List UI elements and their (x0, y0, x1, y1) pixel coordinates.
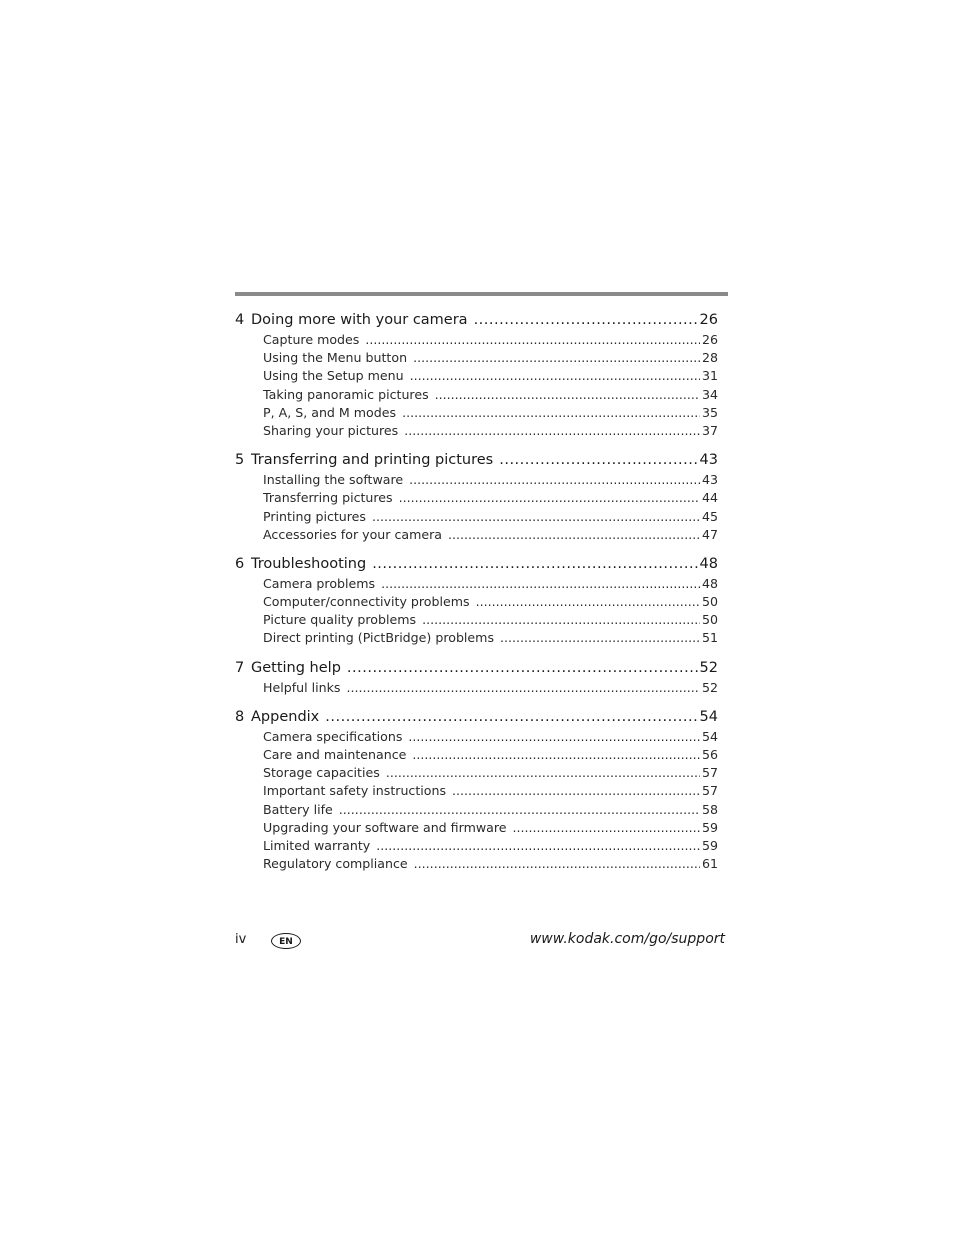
section-title: Printing pictures (263, 508, 366, 524)
section-title: Camera problems (263, 575, 376, 591)
toc-chapter-entry[interactable] (235, 310, 718, 331)
chapter-number: 7 (235, 659, 245, 676)
dot-leader (346, 679, 700, 697)
section-page: 44 (701, 490, 718, 506)
toc-chapter-entry[interactable] (235, 450, 718, 471)
dot-leader (381, 575, 700, 593)
section-title: Helpful links (263, 679, 341, 695)
dot-leader (422, 611, 700, 629)
section-title: Installing the software (263, 472, 404, 488)
chapter-title: Troubleshooting (251, 555, 367, 572)
dot-leader (376, 837, 700, 855)
section-page: 28 (701, 350, 718, 366)
dot-leader (404, 422, 700, 440)
dot-leader (413, 349, 700, 367)
support-url[interactable]: www.kodak.com/go/support (529, 931, 725, 947)
dot-leader (452, 782, 700, 800)
section-page: 59 (701, 837, 718, 853)
section-title: Transferring pictures (263, 490, 393, 506)
section-page: 47 (701, 526, 718, 542)
section-page: 54 (701, 728, 718, 744)
dot-leader (410, 367, 700, 385)
dot-leader (339, 801, 700, 819)
section-title: Picture quality problems (263, 612, 417, 628)
dot-leader (500, 629, 700, 647)
toc-section-entry[interactable] (235, 746, 718, 764)
section-title: Upgrading your software and firmware (263, 819, 507, 835)
chapter-page: 26 (699, 312, 718, 328)
dot-leader (412, 746, 700, 764)
dot-leader (499, 450, 697, 471)
dot-leader (414, 855, 700, 873)
section-page: 59 (701, 819, 718, 835)
section-title: Taking panoramic pictures (263, 386, 429, 402)
section-page: 34 (701, 386, 718, 402)
toc-section-entry[interactable] (235, 679, 718, 697)
section-page: 50 (701, 612, 718, 628)
section-title: Using the Setup menu (263, 368, 404, 384)
dot-leader (365, 331, 700, 349)
dot-leader (399, 489, 700, 507)
toc-section-entry[interactable] (235, 471, 718, 489)
section-title: Regulatory compliance (263, 856, 408, 872)
section-page: 37 (701, 422, 718, 438)
section-title: Important safety instructions (263, 783, 447, 799)
section-title: Direct printing (PictBridge) problems (263, 630, 495, 646)
section-page: 52 (701, 679, 718, 695)
chapter-number: 6 (235, 555, 245, 572)
toc-section-entry[interactable] (235, 629, 718, 647)
toc-section-entry[interactable] (235, 728, 718, 746)
page-number: iv (235, 932, 247, 947)
toc-section-entry[interactable] (235, 855, 718, 873)
chapter-number: 8 (235, 708, 245, 725)
toc-section-entry[interactable] (235, 575, 718, 593)
dot-leader (347, 658, 698, 679)
chapter-page: 43 (699, 452, 718, 469)
dot-leader (408, 728, 700, 746)
section-title: Battery life (263, 801, 333, 817)
chapter-title: Appendix (251, 708, 320, 725)
section-title: Sharing your pictures (263, 422, 399, 438)
section-page: 31 (701, 368, 718, 384)
chapter-number: 5 (235, 452, 245, 469)
page-footer (235, 930, 725, 954)
toc-section-entry[interactable] (235, 764, 718, 782)
table-of-contents (235, 310, 718, 883)
toc-section-entry[interactable] (235, 819, 718, 837)
dot-leader (386, 764, 700, 782)
section-page: 51 (701, 630, 718, 646)
chapter-page: 48 (699, 555, 718, 572)
toc-section-entry[interactable] (235, 801, 718, 819)
section-title: Camera specifications (263, 728, 403, 744)
section-title: Care and maintenance (263, 747, 407, 762)
chapter-title: Getting help (251, 659, 341, 676)
chapter-number: 4 (235, 312, 245, 328)
section-page: 35 (701, 404, 718, 420)
section-page: 56 (701, 747, 718, 762)
toc-section-entry[interactable] (235, 782, 718, 800)
dot-leader (325, 707, 697, 728)
dot-leader (402, 404, 700, 422)
toc-section-entry[interactable] (235, 593, 718, 611)
chapter-page: 54 (699, 708, 718, 725)
section-page: 50 (701, 594, 718, 610)
section-page: 48 (701, 575, 718, 591)
chapter-title: Transferring and printing pictures (251, 452, 494, 469)
language-badge: EN (271, 933, 301, 949)
section-title: Accessories for your camera (263, 526, 442, 542)
toc-section-entry[interactable] (235, 611, 718, 629)
dot-leader (372, 508, 700, 526)
toc-section-entry[interactable] (235, 349, 718, 367)
section-title: Computer/connectivity problems (263, 594, 470, 610)
toc-chapter-entry[interactable] (235, 707, 718, 728)
section-page: 58 (701, 801, 718, 817)
dot-leader (372, 554, 697, 575)
toc-chapter-entry[interactable] (235, 658, 718, 679)
dot-leader (409, 471, 700, 489)
section-page: 43 (701, 472, 718, 488)
section-page: 45 (701, 508, 718, 524)
header-rule (235, 292, 728, 296)
toc-section-entry[interactable] (235, 489, 718, 507)
toc-section-entry[interactable] (235, 386, 718, 404)
toc-chapter (235, 707, 718, 874)
dot-leader (435, 386, 700, 404)
section-title: Storage capacities (263, 765, 380, 781)
toc-chapter (235, 450, 718, 544)
section-title: Capture modes (263, 332, 360, 347)
toc-chapter (235, 310, 718, 440)
toc-chapter-entry[interactable] (235, 554, 718, 575)
toc-section-entry[interactable] (235, 404, 718, 422)
section-page: 57 (701, 765, 718, 781)
dot-leader (448, 526, 700, 544)
toc-chapter (235, 658, 718, 697)
section-page: 26 (701, 332, 718, 347)
dot-leader (474, 310, 698, 331)
toc-section-entry[interactable] (235, 422, 718, 440)
chapter-page: 52 (699, 659, 718, 676)
section-title: P, A, S, and M modes (263, 404, 397, 420)
section-page: 57 (701, 783, 718, 799)
dot-leader (513, 819, 700, 837)
dot-leader (476, 593, 700, 611)
toc-section-entry[interactable] (235, 837, 718, 855)
toc-section-entry[interactable] (235, 508, 718, 526)
toc-section-entry[interactable] (235, 331, 718, 349)
toc-section-entry[interactable] (235, 367, 718, 385)
section-page: 61 (701, 856, 718, 872)
section-title: Using the Menu button (263, 350, 408, 366)
section-title: Limited warranty (263, 837, 371, 853)
chapter-title: Doing more with your camera (251, 312, 468, 328)
toc-section-entry[interactable] (235, 526, 718, 544)
toc-chapter (235, 554, 718, 648)
